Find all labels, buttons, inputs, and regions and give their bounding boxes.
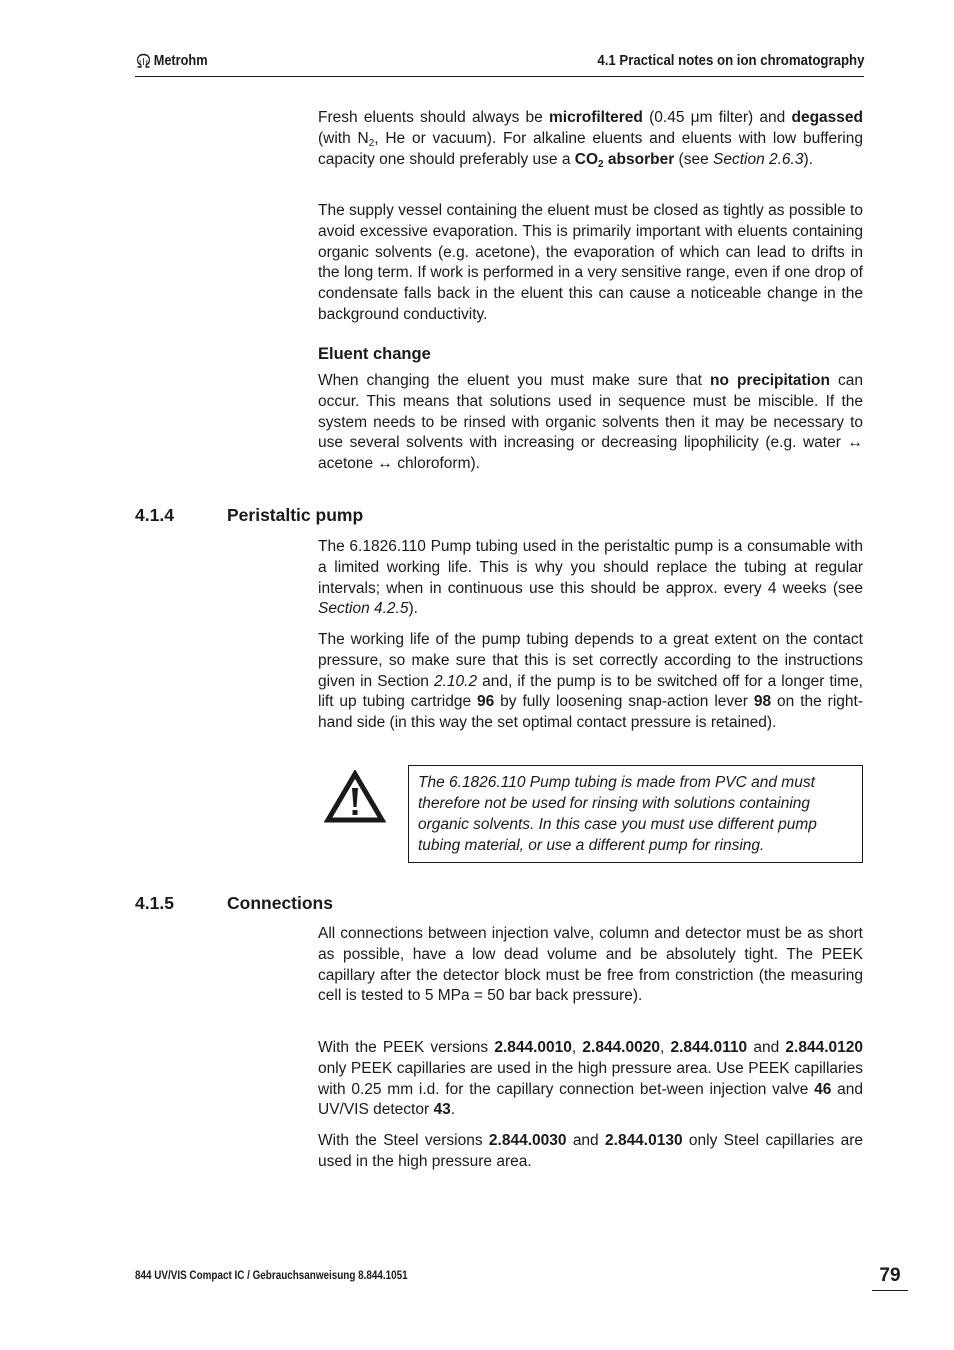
connections-paragraph: All connections between injection valve, column and detector must be as short as possible, have a low dead volume and be absolutely tight. The PEEK capillary after the detector block must be free from constriction (the measuring cell is tested to 5 MPa = 50 bar back pressure).	[318, 925, 863, 1005]
peek-versions-paragraph: With the PEEK versions 2.844.0010, 2.844.0020, 2.844.0110 and 2.844.0120 only PEEK capillaries are used in the high pressure area. Use PEEK capillaries with 0.25 mm i.d. for the capillary connection bet-ween injection valve 46 and UV/VIS detector 43.	[318, 1039, 863, 1119]
eluent-change-heading: Eluent change	[318, 345, 431, 363]
section-heading-4-1-4	[135, 505, 363, 526]
eluent-change-paragraph: When changing the eluent you must make sure that no precipitation can occur. This means that solutions used in sequence must be miscible. If the system needs to be rinsed with organic solvents then it may be necessary to use several solvents with increasing or decreasing lipophilicity (e.g. water ↔ acetone ↔ chloroform).	[318, 372, 863, 473]
supply-vessel-paragraph: The supply vessel containing the eluent must be closed as tightly as possible to avoid excessive evaporation. This is primarily important with eluents containing organic solvents (e.g. acetone), the evaporation of which can lead to drifts in the long term. If work is performed in a very sensitive range, even if one drop of condensate falls back in the eluent this can cause a noticeable change in the background conductivity.	[318, 202, 863, 323]
section-heading-4-1-5	[135, 893, 333, 914]
logo-text: Metrohm	[153, 52, 208, 69]
page-number: 79	[872, 1262, 908, 1291]
section-title: Peristaltic pump	[227, 505, 364, 525]
pump-tubing-paragraph: The 6.1826.110 Pump tubing used in the peristaltic pump is a consumable with a limited working life. This is why you should replace the tubing at regular intervals; when in continuous use this should be approx. every 4 weeks (see Section 4.2.5).	[318, 538, 863, 618]
section-number: 4.1.4	[135, 505, 174, 525]
footer-document-id: 844 UV/VIS Compact IC / Gebrauchsanweisung 8.844.1051	[135, 1270, 408, 1282]
warning-note: The 6.1826.110 Pump tubing is made from PVC and must therefore not be used for rinsing with solutions containing organic solvents. In this case you must use different pump tubing material, or use a different pump for rinsing.	[408, 765, 863, 863]
section-title: Connections	[227, 893, 333, 913]
eluent-filter-paragraph: Fresh eluents should always be microfiltered (0.45 μm filter) and degassed (with $N_2$, He or vacuum). For alkaline eluents and eluents with low buffering capacity one should preferably use a $CO_2$ absorber (see Section 2.6.3).	[318, 109, 863, 170]
section-number: 4.1.5	[135, 893, 174, 913]
page-header	[135, 50, 864, 77]
chapter-title: 4.1 Practical notes on ion chromatography	[597, 52, 864, 69]
metrohm-logo	[135, 52, 208, 69]
omega-icon	[135, 53, 152, 69]
warning-icon	[324, 770, 386, 824]
steel-versions-paragraph: With the Steel versions 2.844.0030 and 2.844.0130 only Steel capillaries are used in the high pressure area.	[318, 1132, 863, 1170]
working-life-paragraph: The working life of the pump tubing depends to a great extent on the contact pressure, so make sure that this is set correctly according to the instructions given in Section 2.10.2 and, if the pump is to be switched off for a longer time, lift up tubing cartridge 96 by fully loosening snap-action lever 98 on the right-hand side (in this way the set optimal contact pressure is retained).	[318, 631, 863, 732]
